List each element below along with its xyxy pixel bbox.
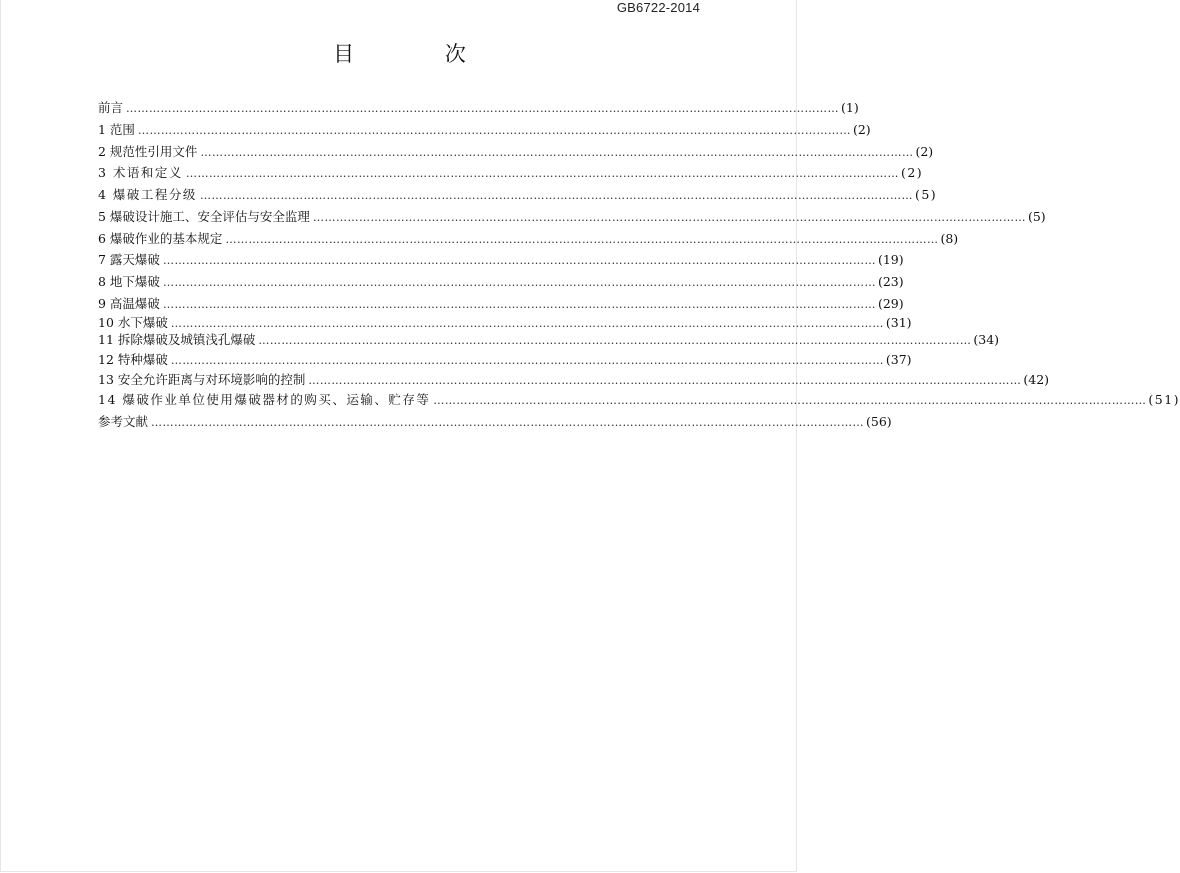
toc-entry-label: 2 规范性引用文件 [98,144,198,159]
toc-entry-page: (5) [914,187,938,202]
toc-entry-label: 5 爆破设计施工、安全评估与安全监理 [98,209,310,224]
dot-leader: …………………………………………………………………………………………………………………………………………………………………… [137,124,851,137]
toc-entry-references[interactable] [98,414,892,430]
toc-entry-page: (8) [940,231,959,246]
dot-leader: …………………………………………………………………………………………………………………………………………………………………… [199,189,913,202]
dot-leader: …………………………………………………………………………………………………………………………………………………………………… [308,374,1022,387]
toc-entry-page: (37) [885,352,912,367]
toc-entry-label: 6 爆破作业的基本规定 [98,231,223,246]
toc-entry-label: 8 地下爆破 [98,274,160,289]
toc-entry-page: (23) [877,274,904,289]
dot-leader: …………………………………………………………………………………………………………………………………………………………………… [185,167,899,180]
toc-entry-page: (42) [1023,372,1050,387]
toc-entry-page: (29) [877,296,904,311]
toc-entry-terms-definitions[interactable] [98,165,924,181]
toc-entry-label: 13 安全允许距离与对环境影响的控制 [98,372,306,387]
toc-entry-page: (56) [866,414,892,429]
toc-entry-basic-rules[interactable] [98,231,959,247]
toc-entry-page: (2) [852,122,871,137]
toc-entry-explosives-handling[interactable] [98,392,1180,408]
toc-entry-label: 1 范围 [98,122,135,137]
toc-entry-design-construction[interactable] [98,209,1046,225]
dot-leader: …………………………………………………………………………………………………………………………………………………………………… [162,254,876,267]
toc-entry-page: (19) [877,252,904,267]
dot-leader: …………………………………………………………………………………………………………………………………………………………………… [258,334,972,347]
toc-entry-page: (1) [841,100,859,115]
toc-entry-page: (2) [900,165,924,180]
toc-entry-blasting-classification[interactable] [98,187,938,203]
dot-leader: …………………………………………………………………………………………………………………………………………………………………… [170,354,884,367]
toc-entry-label: 4 爆破工程分级 [98,187,197,202]
toc-entry-page: (2) [915,144,934,159]
dot-leader: …………………………………………………………………………………………………………………………………………………………………… [312,211,1026,224]
dot-leader: …………………………………………………………………………………………………………………………………………………………………… [162,276,876,289]
dot-leader: …………………………………………………………………………………………………………………………………………………………………… [151,416,865,429]
dot-leader: …………………………………………………………………………………………………………………………………………………………………… [433,394,1147,407]
dot-leader: …………………………………………………………………………………………………………………………………………………………………… [162,298,876,311]
toc-entry-label: 3 术语和定义 [98,165,183,180]
toc-entry-underground-blasting[interactable] [98,274,904,290]
toc-entry-label: 9 高温爆破 [98,296,160,311]
toc-entry-surface-blasting[interactable] [98,252,904,268]
toc-entry-scope[interactable] [98,122,871,138]
dot-leader: …………………………………………………………………………………………………………………………………………………………………… [126,102,840,115]
toc-entry-label: 参考文献 [98,414,149,429]
dot-leader: …………………………………………………………………………………………………………………………………………………………………… [225,233,939,246]
toc-entry-label: 14 爆破作业单位使用爆破器材的购买、运输、贮存等 [98,392,431,407]
toc-entry-normative-references[interactable] [98,144,934,160]
toc-entry-foreword[interactable] [98,100,859,116]
toc-entry-page: (34) [973,332,1000,347]
toc-entry-label: 11 拆除爆破及城镇浅孔爆破 [98,332,256,347]
dot-leader: …………………………………………………………………………………………………………………………………………………………………… [170,317,884,330]
toc-title: 目 次 [333,42,508,66]
dot-leader: …………………………………………………………………………………………………………………………………………………………………… [200,146,914,159]
toc-entry-label: 前言 [98,100,124,115]
toc-entry-label: 7 露天爆破 [98,252,160,267]
toc-entry-safety-distance[interactable] [98,372,1050,388]
toc-list [98,99,1180,429]
toc-entry-page: (31) [885,315,912,330]
toc-entry-label: 12 特种爆破 [98,352,168,367]
toc-entry-demolition-blasting[interactable] [98,332,1000,348]
toc-entry-label: 10 水下爆破 [98,315,168,330]
toc-entry-high-temp-blasting[interactable] [98,296,904,312]
toc-entry-page: (5) [1027,209,1046,224]
toc-entry-special-blasting[interactable] [98,352,912,368]
toc-entry-underwater-blasting[interactable] [98,315,912,331]
standard-code: GB6722-2014 [616,0,700,15]
toc-entry-page: (51) [1148,392,1180,407]
